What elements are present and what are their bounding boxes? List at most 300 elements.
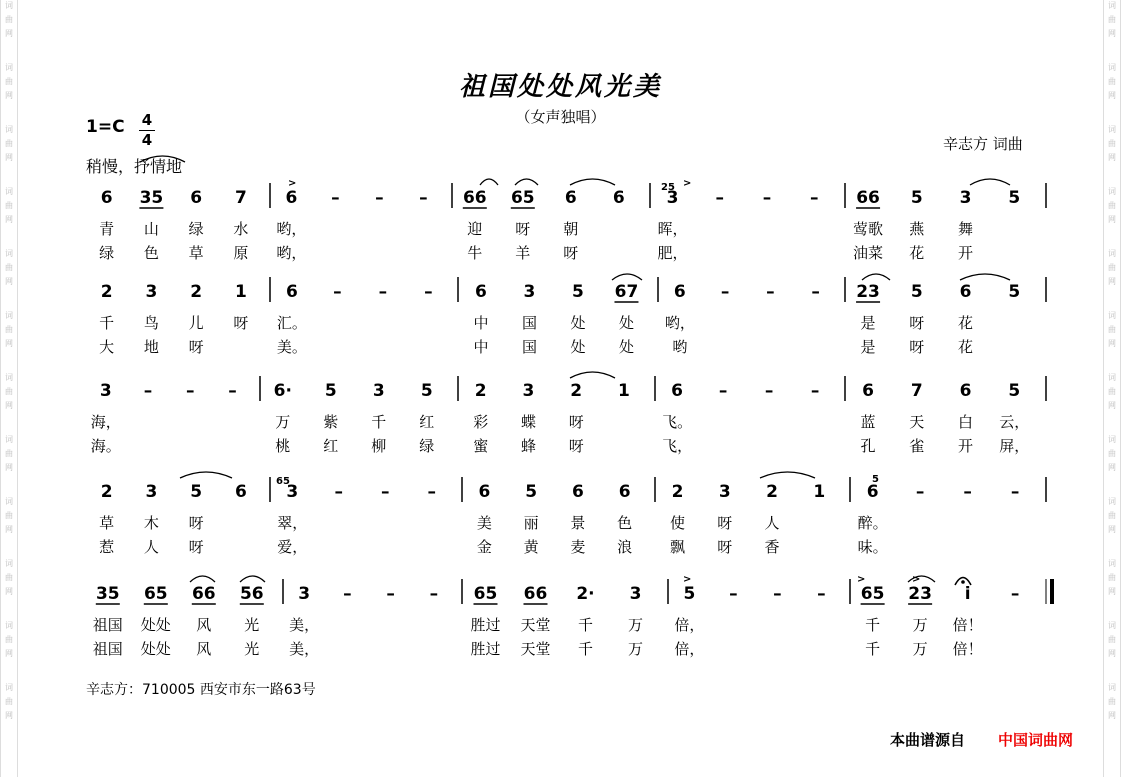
note: –	[429, 584, 439, 604]
lyric-verse-2: 肥，	[657, 244, 688, 262]
watermark-char: 曲	[5, 635, 13, 644]
lyric-verse-1: 飞。	[662, 413, 693, 431]
lyric-verse-1: 倍！	[952, 616, 983, 634]
watermark-char: 网	[1108, 525, 1116, 534]
lyric-verse-2: 万	[627, 640, 644, 658]
watermark-char: 网	[5, 525, 13, 534]
note: –	[331, 188, 340, 208]
lyric-verse-1: 呀	[233, 314, 249, 332]
lyric-verse-1: 使	[670, 514, 686, 532]
accent-mark: >	[683, 574, 692, 585]
lyric-verse-1: 绿	[188, 220, 204, 238]
lyric-verse-2: 美。	[276, 338, 307, 356]
lyric-verse-2: 柳	[371, 437, 387, 455]
lyric-verse-1: 燕	[909, 220, 925, 238]
watermark-char: 网	[1108, 29, 1116, 38]
note: –	[381, 482, 390, 502]
lyric-verse-1: 草	[99, 514, 115, 532]
lyric-verse-2: 羊	[515, 244, 531, 262]
note: 6	[475, 282, 487, 302]
lyric-verse-2: 红	[323, 437, 339, 455]
slur	[570, 372, 615, 378]
lyric-verse-1: 醉。	[857, 514, 888, 532]
note: 3	[99, 381, 112, 401]
lyric-verse-1: 倍，	[674, 616, 705, 634]
watermark-char: 网	[1108, 711, 1116, 720]
watermark-char: 网	[1108, 215, 1116, 224]
watermark-char: 网	[5, 153, 13, 162]
watermark-char: 网	[5, 463, 13, 472]
lyric-verse-1: 晖，	[657, 220, 688, 238]
note: 1	[813, 482, 826, 502]
note: –	[718, 381, 728, 401]
lyric-verse-1: 祖国	[92, 616, 123, 634]
note: 5	[572, 282, 584, 302]
watermark-char: 词	[1108, 311, 1116, 320]
watermark-char: 网	[5, 339, 13, 348]
lyric-verse-1: 万	[912, 616, 928, 634]
lyric-verse-2: 处	[618, 338, 634, 356]
lyric-verse-1: 风	[196, 616, 212, 634]
lyric-verse-2: 哟，	[276, 244, 307, 262]
watermark-char: 网	[5, 91, 13, 100]
lyric-verse-1: 呀	[568, 413, 584, 431]
lyric-verse-2: 香	[764, 538, 780, 556]
watermark-char: 网	[1108, 339, 1116, 348]
lyric-verse-1: 胜过	[470, 616, 501, 634]
watermark-char: 网	[5, 215, 13, 224]
lyric-verse-1: 木	[143, 514, 159, 532]
note: 5	[910, 188, 923, 208]
accent-mark: >	[857, 574, 866, 585]
note: 65	[143, 584, 168, 604]
song-title: 祖国处处风光美	[458, 72, 662, 102]
slur	[970, 179, 1010, 185]
slur	[960, 274, 1010, 280]
lyric-verse-1: 千	[577, 616, 594, 634]
note: 5	[1008, 381, 1021, 401]
note: –	[715, 188, 725, 208]
note: –	[817, 584, 826, 604]
watermark-char: 网	[1108, 463, 1116, 472]
note: 6	[673, 282, 686, 302]
note: –	[427, 482, 437, 502]
accent-mark: >	[912, 574, 921, 585]
note: –	[963, 482, 972, 502]
tempo-marking: 稍慢，抒情地	[86, 157, 183, 176]
lyric-verse-2: 呀	[188, 538, 204, 556]
watermark-char: 曲	[5, 573, 13, 582]
note: 35	[139, 188, 164, 208]
lyric-verse-2: 味。	[857, 538, 888, 556]
lyric-verse-1: 红	[419, 413, 435, 431]
author-address: 辛志方：710005 西安市东一路63号	[86, 682, 316, 698]
lyric-verse-2: 原	[233, 244, 249, 262]
lyric-verse-1: 万	[275, 413, 291, 431]
note: –	[915, 482, 925, 502]
note: 6	[100, 188, 113, 208]
lyric-verse-2: 蜜	[473, 437, 489, 455]
watermark-char: 曲	[1108, 77, 1116, 86]
watermark-char: 网	[1108, 277, 1116, 286]
note: –	[720, 282, 730, 302]
lyric-verse-1: 中	[473, 314, 489, 332]
lyric-verse-2: 飘	[670, 538, 686, 556]
slur	[140, 156, 185, 162]
meter-top: 4	[141, 111, 153, 129]
note: 3	[372, 381, 385, 401]
song-subtitle: （女声独唱）	[515, 108, 606, 126]
note: 35	[95, 584, 120, 604]
note: 65	[473, 584, 498, 604]
watermark-char: 词	[5, 621, 13, 630]
note: 6	[571, 482, 584, 502]
lyric-verse-2: 草	[188, 244, 204, 262]
lyric-verse-2: 人	[143, 538, 159, 556]
watermark-char: 词	[1108, 125, 1116, 134]
note: –	[334, 482, 344, 502]
lyric-verse-1: 是	[860, 314, 876, 332]
lyric-verse-2: 花	[909, 244, 925, 262]
key-signature: 1=C	[86, 117, 125, 137]
note: 5	[190, 482, 203, 502]
note: 3	[523, 282, 536, 302]
watermark-char: 曲	[1108, 511, 1116, 520]
watermark-char: 曲	[1108, 387, 1116, 396]
watermark-char: 词	[1108, 497, 1116, 506]
lyric-verse-1: 儿	[188, 314, 204, 332]
note: 65	[860, 584, 885, 604]
lyric-verse-2: 惹	[99, 538, 115, 556]
lyric-verse-2: 美，	[289, 640, 320, 658]
note: –	[1010, 584, 1020, 604]
lyric-verse-2: 爱，	[277, 538, 308, 556]
watermark-char: 词	[5, 1, 13, 10]
lyric-verse-2: 色	[143, 244, 159, 262]
lyric-verse-1: 丽	[523, 514, 539, 532]
meter-bottom: 4	[141, 131, 153, 149]
note: 6	[190, 188, 203, 208]
note: 7	[234, 188, 247, 208]
lyric-verse-1: 千	[99, 314, 115, 332]
watermark-char: 网	[1108, 587, 1116, 596]
note: –	[811, 282, 820, 302]
lyric-verse-1: 迎	[467, 220, 483, 238]
note: 66	[523, 584, 548, 604]
watermark-char: 词	[5, 497, 13, 506]
lyric-verse-1: 天堂	[520, 616, 551, 634]
lyric-verse-1: 呀	[515, 220, 531, 238]
note: –	[764, 381, 774, 401]
accent-mark: >	[683, 178, 692, 189]
note: 5	[525, 482, 538, 502]
note: 6·	[273, 381, 292, 401]
watermark-char: 词	[1108, 621, 1116, 630]
slur	[760, 472, 815, 478]
note: 6	[959, 381, 972, 401]
lyric-verse-1: 哟，	[276, 220, 307, 238]
lyric-verse-2: 光	[244, 640, 260, 658]
note: 2	[671, 482, 684, 502]
watermark-char: 网	[5, 649, 13, 658]
composer-credit: 辛志方 词曲	[943, 135, 1023, 153]
lyric-verse-1: 天	[909, 413, 925, 431]
note: 3	[286, 482, 299, 502]
lyric-verse-1: 水	[233, 220, 249, 238]
watermark-char: 曲	[1108, 325, 1116, 334]
lyric-verse-1: 紫	[323, 413, 339, 431]
watermark-char: 曲	[1108, 449, 1116, 458]
lyric-verse-1: 彩	[473, 413, 489, 431]
note: 66	[462, 188, 487, 208]
note: 5	[910, 282, 923, 302]
note: 6	[285, 188, 298, 208]
lyric-verse-2: 国	[521, 338, 537, 356]
note: 2·	[576, 584, 595, 604]
lyric-verse-1: 呀	[909, 314, 925, 332]
lyric-verse-1: 汇。	[276, 314, 307, 332]
note: 5	[683, 584, 696, 604]
lyric-verse-2: 天堂	[520, 640, 551, 658]
lyric-verse-2: 呀	[188, 338, 204, 356]
slur	[240, 576, 265, 582]
note: –	[1010, 482, 1020, 502]
slur	[862, 274, 890, 280]
note: 5	[1008, 282, 1021, 302]
watermark-char: 曲	[5, 697, 13, 706]
lyric-verse-2: 牛	[467, 244, 483, 262]
lyric-verse-2: 花	[958, 338, 974, 356]
watermark-char: 曲	[5, 449, 13, 458]
lyric-verse-2: 海。	[90, 437, 121, 455]
slur	[612, 274, 642, 280]
watermark-char: 词	[5, 435, 13, 444]
lyric-verse-2: 飞，	[662, 437, 693, 455]
note: 2	[100, 482, 113, 502]
note: –	[419, 188, 428, 208]
watermark-char: 网	[5, 711, 13, 720]
lyric-verse-2: 油菜	[853, 244, 884, 262]
lyric-verse-2: 金	[476, 538, 492, 556]
note: 66	[191, 584, 216, 604]
note: –	[386, 584, 395, 604]
slur	[570, 179, 615, 185]
lyric-verse-2: 呀	[717, 538, 733, 556]
note: 2	[100, 282, 113, 302]
note: 3	[522, 381, 535, 401]
lyric-verse-1: 景	[570, 514, 586, 532]
final-bar-line	[1050, 579, 1054, 604]
note: 3	[666, 188, 679, 208]
watermark-char: 网	[1108, 153, 1116, 162]
note: –	[378, 282, 388, 302]
note: 23	[856, 282, 880, 302]
lyric-verse-1: 莺歌	[853, 220, 884, 238]
slur	[190, 576, 215, 582]
watermark-char: 曲	[1108, 635, 1116, 644]
accent-mark: >	[288, 178, 297, 189]
lyric-verse-1: 鸟	[143, 314, 159, 332]
watermark-char: 词	[1108, 559, 1116, 568]
slur	[480, 179, 498, 185]
lyric-verse-2: 倍！	[952, 640, 983, 658]
note: 5	[1008, 188, 1021, 208]
lyric-verse-2: 千	[865, 640, 881, 658]
lyric-verse-2: 绿	[419, 437, 435, 455]
watermark-char: 词	[1108, 187, 1116, 196]
note: 5	[324, 381, 337, 401]
lyric-verse-2: 是	[860, 338, 876, 356]
note: i	[964, 584, 971, 604]
watermark-char: 网	[5, 587, 13, 596]
lyric-verse-2: 倍，	[674, 640, 705, 658]
fermata-dot	[961, 580, 965, 584]
note: 6	[862, 381, 874, 401]
note: 2	[766, 482, 778, 502]
lyric-verse-1: 千	[865, 616, 881, 634]
watermark-char: 曲	[5, 263, 13, 272]
lyric-verse-1: 国	[521, 314, 537, 332]
watermark-char: 词	[5, 311, 13, 320]
watermark-char: 词	[5, 373, 13, 382]
lyric-verse-2: 中	[473, 338, 489, 356]
lyric-verse-1: 人	[764, 514, 780, 532]
watermark-char: 曲	[1108, 15, 1116, 24]
lyric-verse-2: 呀	[568, 437, 584, 455]
note: –	[375, 188, 384, 208]
note: 6	[612, 188, 625, 208]
note: –	[186, 381, 195, 401]
note: 6	[234, 482, 247, 502]
lyric-verse-2: 桃	[275, 437, 291, 455]
lyric-verse-2: 开	[958, 244, 974, 262]
note: –	[810, 381, 820, 401]
lyric-verse-1: 光	[244, 616, 260, 634]
lyric-verse-1: 呀	[717, 514, 733, 532]
watermark-char: 词	[5, 63, 13, 72]
slur	[515, 179, 538, 185]
note: –	[333, 282, 342, 302]
lyric-verse-1: 山	[143, 220, 159, 238]
lyric-verse-1: 白	[958, 413, 974, 431]
watermark-char: 网	[5, 277, 13, 286]
lyric-verse-2: 祖国	[92, 640, 123, 658]
watermark-char: 网	[1108, 649, 1116, 658]
lyric-verse-2: 黄	[523, 538, 539, 556]
note: –	[143, 381, 153, 401]
grace-note: 5	[872, 474, 879, 485]
note: 3	[959, 188, 972, 208]
lyric-verse-1: 呀	[188, 514, 204, 532]
note: 1	[618, 381, 630, 401]
note: 6	[671, 381, 684, 401]
watermark-char: 网	[1108, 91, 1116, 100]
watermark-char: 词	[5, 249, 13, 258]
lyric-verse-2: 蜂	[520, 437, 536, 455]
lyric-verse-2: 处	[570, 338, 586, 356]
lyric-verse-2: 大	[99, 338, 115, 356]
lyric-verse-2: 处处	[140, 640, 171, 658]
note: 5	[420, 381, 433, 401]
watermark-char: 网	[5, 29, 13, 38]
note: –	[766, 282, 775, 302]
watermark-char: 词	[1108, 249, 1116, 258]
note: 6	[564, 188, 577, 208]
watermark-char: 曲	[1108, 139, 1116, 148]
watermark-char: 曲	[5, 15, 13, 24]
note: 6	[618, 482, 631, 502]
watermark-char: 词	[1108, 435, 1116, 444]
note: –	[228, 381, 237, 401]
lyric-verse-1: 朝	[563, 220, 579, 238]
watermark-char: 网	[1108, 401, 1116, 410]
lyric-verse-2: 雀	[909, 437, 925, 455]
lyric-verse-1: 千	[371, 413, 387, 431]
note: 6	[959, 282, 972, 302]
grace-note: 65	[276, 476, 290, 487]
lyric-verse-1: 处处	[140, 616, 171, 634]
lyric-verse-1: 处	[618, 314, 634, 332]
lyric-verse-1: 海，	[90, 413, 121, 431]
lyric-verse-2: 开	[958, 437, 974, 455]
note: 2	[190, 282, 203, 302]
watermark-char: 词	[5, 187, 13, 196]
note: 2	[474, 381, 487, 401]
lyric-verse-1: 哟，	[664, 314, 695, 332]
note: 1	[234, 282, 247, 302]
note: 65	[510, 188, 535, 208]
lyric-verse-2: 麦	[570, 538, 586, 556]
lyric-verse-2: 哟	[672, 338, 688, 356]
note: –	[343, 584, 352, 604]
note: 6	[286, 282, 298, 302]
lyric-verse-1: 蓝	[860, 413, 876, 431]
watermark-char: 词	[5, 125, 13, 134]
note: 2	[570, 381, 583, 401]
watermark-char: 词	[1108, 63, 1116, 72]
lyric-verse-1: 蝶	[520, 413, 536, 431]
lyric-verse-1: 美，	[289, 616, 320, 634]
watermark-char: 词	[1108, 373, 1116, 382]
lyric-verse-1: 色	[617, 514, 633, 532]
lyric-verse-1: 处	[570, 314, 586, 332]
note: 3	[145, 482, 158, 502]
note: 3	[298, 584, 311, 604]
watermark-char: 曲	[1108, 201, 1116, 210]
lyric-verse-2: 孔	[860, 437, 876, 455]
note: 7	[910, 381, 923, 401]
lyric-verse-2: 呀	[563, 244, 579, 262]
note: –	[773, 584, 782, 604]
note: 23	[908, 584, 932, 604]
lyric-verse-1: 翠，	[277, 514, 308, 532]
lyric-verse-2: 千	[577, 640, 594, 658]
watermark-char: 曲	[5, 387, 13, 396]
watermark-char: 词	[5, 683, 13, 692]
lyric-verse-1: 花	[958, 314, 974, 332]
lyric-verse-1: 云，	[999, 413, 1030, 431]
note: 6	[866, 482, 879, 502]
grace-note: 25	[661, 182, 675, 193]
watermark-char: 词	[1108, 683, 1116, 692]
watermark-char: 曲	[1108, 263, 1116, 272]
note: 3	[629, 584, 642, 604]
watermark-char: 曲	[1108, 697, 1116, 706]
note: –	[762, 188, 772, 208]
note: –	[810, 188, 819, 208]
lyric-verse-1: 美	[476, 514, 492, 532]
lyric-verse-2: 地	[143, 338, 159, 356]
